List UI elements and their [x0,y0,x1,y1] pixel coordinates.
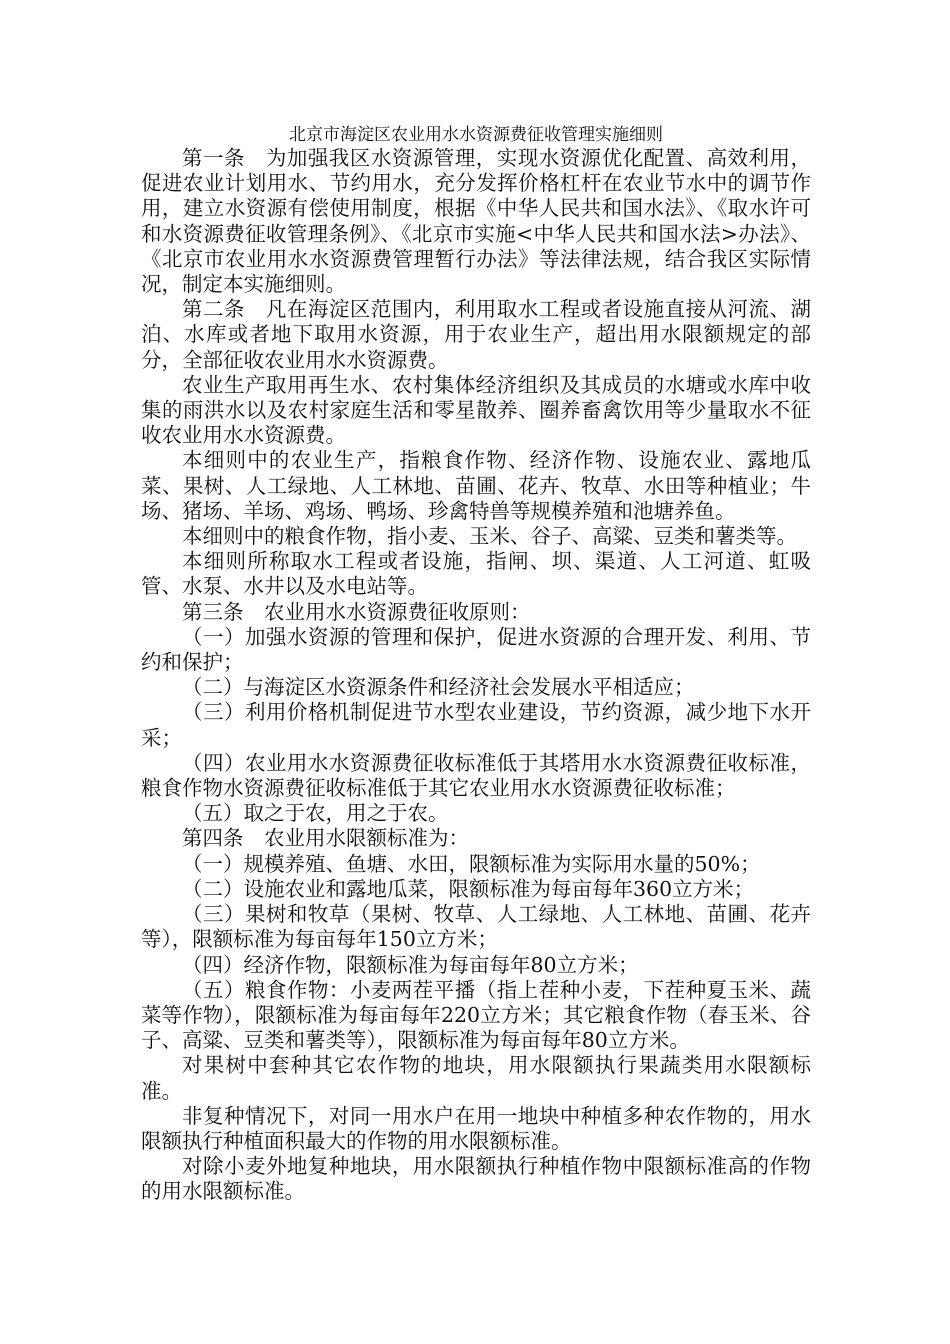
list-item: （五）取之于农，用之于农。 [182,801,449,826]
paragraph-article-2: 第二条 凡在海淀区范围内，利用取水工程或者设施直接从河流、湖泊、水库或者地下取用水资源，用于农业生产，超出用水限额规定的部分，全部征收农业用水水资源费。 [141,297,811,372]
list-item: （二）设施农业和露地瓜菜，限额标准为每亩每年360立方米； [182,876,755,901]
paragraph-agricultural-production-definition: 本细则中的农业生产，指粮食作物、经济作物、设施农业、露地瓜菜、果树、人工绿地、人工林地、苗圃、花卉、牧草、水田等种植业；牛场、猪场、羊场、鸡场、鸭场、珍禽特兽等规模养殖和池塘养鱼。 [141,448,811,523]
list-item: （二）与海淀区水资源条件和经济社会发展水平相适应； [182,675,695,700]
paragraph-grain-crops-definition: 本细则中的粮食作物，指小麦、玉米、谷子、高粱、豆类和薯类等。 [182,524,797,549]
list-item: （四）经济作物，限额标准为每亩每年80立方米； [182,952,639,977]
paragraph-water-facilities-definition: 本细则所称取水工程或者设施，指闸、坝、渠道、人工河道、虹吸管、水泵、水井以及水电站等。 [141,549,811,599]
list-item: （四）农业用水水资源费征收标准低于其塔用水水资源费征收标准，粮食作物水资源费征收标准低于其它农业用水水资源费征收标准； [141,750,811,801]
paragraph-intercropping-rule: 对果树中套种其它农作物的地块，用水限额执行果蔬类用水限额标准。 [141,1053,811,1103]
paragraph-article-1: 第一条 为加强我区水资源管理，实现水资源优化配置、高效利用，促进农业计划用水、节约用水，充分发挥价格杠杆在农业节水中的调节作用，建立水资源有偿使用制度，根据《中华人民共和国水法》、《取水许可和水资源费征收管理条例》、《北京市实施<中华人民共和国水法>办法》、《北京市农业用水水资源费管理暂行办法》等法律法规，结合我区实际情况，制定本实施细则。 [141,146,811,297]
list-item: （五）粮食作物：小麦两茬平播（指上茬种小麦，下茬种夏玉米、蔬菜等作物），限额标准为每亩每年220立方米；其它粮食作物（春玉米、谷子、高粱、豆类和薯类等），限额标准为每亩每年80立方米。 [141,977,811,1053]
paragraph-mixed-planting-rule: 非复种情况下，对同一用水户在用一地块中种植多种农作物的，用水限额执行种植面积最大的作物的用水限额标准。 [141,1103,811,1153]
list-item: （一）加强水资源的管理和保护，促进水资源的合理开发、利用、节约和保护； [141,624,811,675]
list-item: （一）规模养殖、鱼塘、水田，限额标准为实际用水量的50%； [182,851,761,876]
paragraph-article-4: 第四条 农业用水限额标准为： [182,826,469,851]
paragraph-multiple-cropping-rule: 对除小麦外地复种地块，用水限额执行种植作物中限额标准高的作物的用水限额标准。 [141,1154,811,1204]
paragraph-article-3: 第三条 农业用水水资源费征收原则： [182,599,531,624]
list-item: （三）利用价格机制促进节水型农业建设，节约资源，减少地下水开采； [141,700,811,750]
document-title: 北京市海淀区农业用水水资源费征收管理实施细则 [289,125,663,145]
document-body [141,124,811,1205]
list-item: （三）果树和牧草（果树、牧草、人工绿地、人工林地、苗圃、花卉等），限额标准为每亩每年150立方米； [141,902,811,952]
paragraph-exemptions: 农业生产取用再生水、农村集体经济组织及其成员的水塘或水库中收集的雨洪水以及农村家庭生活和零星散养、圈养畜禽饮用等少量取水不征收农业用水水资源费。 [141,372,811,448]
